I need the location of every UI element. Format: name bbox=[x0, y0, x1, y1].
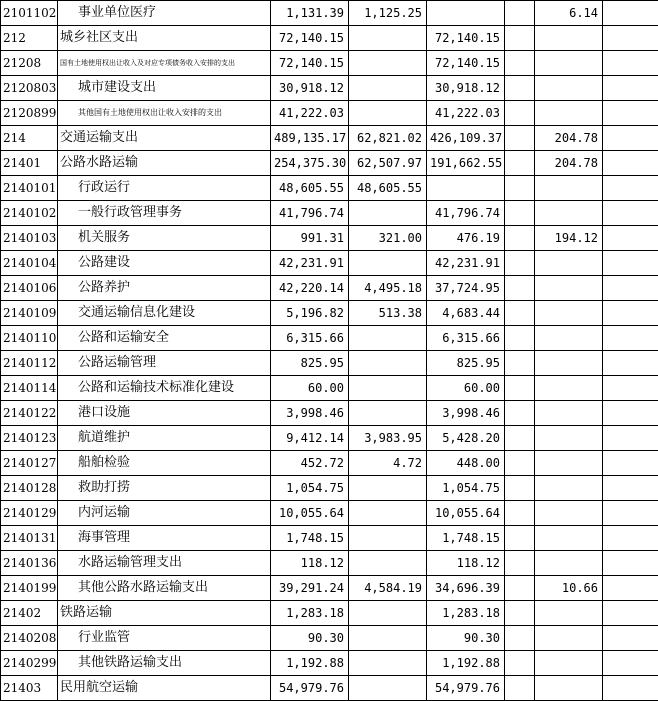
column-4-cell bbox=[505, 551, 535, 576]
project-expenditure-cell: 118.12 bbox=[427, 551, 505, 576]
table-row bbox=[1, 651, 658, 676]
column-6-cell bbox=[603, 201, 658, 226]
table-row bbox=[1, 576, 658, 601]
column-6-cell bbox=[603, 1, 658, 26]
subject-name-cell: 铁路运输 bbox=[58, 601, 271, 626]
table-row bbox=[1, 351, 658, 376]
subject-name-cell: 城市建设支出 bbox=[58, 76, 271, 101]
subject-name-cell: 公路运输管理 bbox=[58, 351, 271, 376]
subject-name-cell: 海事管理 bbox=[58, 526, 271, 551]
total-cell: 6,315.66 bbox=[271, 326, 349, 351]
basic-expenditure-cell: 48,605.55 bbox=[349, 176, 427, 201]
basic-expenditure-cell bbox=[349, 401, 427, 426]
column-4-cell bbox=[505, 126, 535, 151]
column-6-cell bbox=[603, 626, 658, 651]
total-cell: 254,375.30 bbox=[271, 151, 349, 176]
total-cell: 42,231.91 bbox=[271, 251, 349, 276]
column-6-cell bbox=[603, 426, 658, 451]
table-row bbox=[1, 401, 658, 426]
total-cell: 10,055.64 bbox=[271, 501, 349, 526]
subject-name-cell: 公路养护 bbox=[58, 276, 271, 301]
table-row bbox=[1, 676, 658, 701]
basic-expenditure-cell bbox=[349, 551, 427, 576]
subject-name-cell: 交通运输支出 bbox=[58, 126, 271, 151]
project-expenditure-cell: 30,918.12 bbox=[427, 76, 505, 101]
table-row bbox=[1, 501, 658, 526]
table-row bbox=[1, 376, 658, 401]
project-expenditure-cell: 476.19 bbox=[427, 226, 505, 251]
subject-name-cell: 水路运输管理支出 bbox=[58, 551, 271, 576]
table-row bbox=[1, 426, 658, 451]
subject-code-cell: 2140110 bbox=[1, 326, 58, 351]
basic-expenditure-cell bbox=[349, 201, 427, 226]
total-cell: 39,291.24 bbox=[271, 576, 349, 601]
basic-expenditure-cell: 321.00 bbox=[349, 226, 427, 251]
column-5-cell: 6.14 bbox=[535, 1, 603, 26]
total-cell: 41,222.03 bbox=[271, 101, 349, 126]
subject-code-cell: 2120803 bbox=[1, 76, 58, 101]
table-row bbox=[1, 626, 658, 651]
subject-name-cell: 公路和运输安全 bbox=[58, 326, 271, 351]
total-cell: 118.12 bbox=[271, 551, 349, 576]
column-6-cell bbox=[603, 401, 658, 426]
basic-expenditure-cell: 62,821.02 bbox=[349, 126, 427, 151]
column-5-cell bbox=[535, 676, 603, 701]
subject-code-cell: 2140127 bbox=[1, 451, 58, 476]
column-6-cell bbox=[603, 301, 658, 326]
column-4-cell bbox=[505, 51, 535, 76]
column-6-cell bbox=[603, 276, 658, 301]
column-5-cell: 194.12 bbox=[535, 226, 603, 251]
subject-code-cell: 21402 bbox=[1, 601, 58, 626]
total-cell: 1,283.18 bbox=[271, 601, 349, 626]
subject-name-cell: 机关服务 bbox=[58, 226, 271, 251]
total-cell: 48,605.55 bbox=[271, 176, 349, 201]
column-6-cell bbox=[603, 351, 658, 376]
column-4-cell bbox=[505, 201, 535, 226]
column-4-cell bbox=[505, 226, 535, 251]
subject-name-cell: 公路和运输技术标准化建设 bbox=[58, 376, 271, 401]
basic-expenditure-cell bbox=[349, 476, 427, 501]
total-cell: 60.00 bbox=[271, 376, 349, 401]
subject-code-cell: 2140208 bbox=[1, 626, 58, 651]
table-row bbox=[1, 451, 658, 476]
table-row bbox=[1, 201, 658, 226]
subject-code-cell: 2140128 bbox=[1, 476, 58, 501]
column-6-cell bbox=[603, 226, 658, 251]
total-cell: 72,140.15 bbox=[271, 26, 349, 51]
column-6-cell bbox=[603, 26, 658, 51]
column-5-cell bbox=[535, 601, 603, 626]
basic-expenditure-cell bbox=[349, 651, 427, 676]
column-4-cell bbox=[505, 526, 535, 551]
total-cell: 1,054.75 bbox=[271, 476, 349, 501]
table-row bbox=[1, 326, 658, 351]
table-row bbox=[1, 301, 658, 326]
basic-expenditure-cell: 1,125.25 bbox=[349, 1, 427, 26]
total-cell: 1,192.88 bbox=[271, 651, 349, 676]
subject-name-cell: 内河运输 bbox=[58, 501, 271, 526]
project-expenditure-cell: 60.00 bbox=[427, 376, 505, 401]
column-6-cell bbox=[603, 376, 658, 401]
project-expenditure-cell: 54,979.76 bbox=[427, 676, 505, 701]
total-cell: 1,748.15 bbox=[271, 526, 349, 551]
total-cell: 991.31 bbox=[271, 226, 349, 251]
basic-expenditure-cell bbox=[349, 351, 427, 376]
subject-name-cell: 其他铁路运输支出 bbox=[58, 651, 271, 676]
column-6-cell bbox=[603, 76, 658, 101]
column-5-cell bbox=[535, 326, 603, 351]
column-4-cell bbox=[505, 651, 535, 676]
column-5-cell bbox=[535, 401, 603, 426]
column-4-cell bbox=[505, 151, 535, 176]
basic-expenditure-cell bbox=[349, 676, 427, 701]
total-cell: 90.30 bbox=[271, 626, 349, 651]
column-5-cell bbox=[535, 76, 603, 101]
column-5-cell bbox=[535, 501, 603, 526]
column-5-cell bbox=[535, 476, 603, 501]
table-row bbox=[1, 76, 658, 101]
column-5-cell: 204.78 bbox=[535, 126, 603, 151]
total-cell: 489,135.17 bbox=[271, 126, 349, 151]
project-expenditure-cell: 3,998.46 bbox=[427, 401, 505, 426]
column-4-cell bbox=[505, 176, 535, 201]
column-6-cell bbox=[603, 601, 658, 626]
project-expenditure-cell: 10,055.64 bbox=[427, 501, 505, 526]
basic-expenditure-cell bbox=[349, 501, 427, 526]
subject-code-cell: 21401 bbox=[1, 151, 58, 176]
project-expenditure-cell: 72,140.15 bbox=[427, 51, 505, 76]
subject-code-cell: 21208 bbox=[1, 51, 58, 76]
basic-expenditure-cell bbox=[349, 601, 427, 626]
column-6-cell bbox=[603, 51, 658, 76]
total-cell: 452.72 bbox=[271, 451, 349, 476]
project-expenditure-cell: 41,222.03 bbox=[427, 101, 505, 126]
total-cell: 30,918.12 bbox=[271, 76, 349, 101]
project-expenditure-cell: 825.95 bbox=[427, 351, 505, 376]
column-4-cell bbox=[505, 1, 535, 26]
subject-name-cell: 交通运输信息化建设 bbox=[58, 301, 271, 326]
basic-expenditure-cell bbox=[349, 76, 427, 101]
column-6-cell bbox=[603, 101, 658, 126]
subject-code-cell: 21403 bbox=[1, 676, 58, 701]
total-cell: 54,979.76 bbox=[271, 676, 349, 701]
column-5-cell bbox=[535, 651, 603, 676]
column-5-cell bbox=[535, 276, 603, 301]
total-cell: 42,220.14 bbox=[271, 276, 349, 301]
table-row bbox=[1, 526, 658, 551]
column-5-cell bbox=[535, 626, 603, 651]
column-6-cell bbox=[603, 176, 658, 201]
subject-code-cell: 2140112 bbox=[1, 351, 58, 376]
column-5-cell bbox=[535, 201, 603, 226]
project-expenditure-cell: 42,231.91 bbox=[427, 251, 505, 276]
subject-code-cell: 2120899 bbox=[1, 101, 58, 126]
column-5-cell bbox=[535, 51, 603, 76]
column-4-cell bbox=[505, 351, 535, 376]
column-4-cell bbox=[505, 576, 535, 601]
table-row bbox=[1, 151, 658, 176]
subject-code-cell: 2140122 bbox=[1, 401, 58, 426]
table-row bbox=[1, 226, 658, 251]
column-4-cell bbox=[505, 76, 535, 101]
project-expenditure-cell: 37,724.95 bbox=[427, 276, 505, 301]
basic-expenditure-cell bbox=[349, 101, 427, 126]
project-expenditure-cell: 34,696.39 bbox=[427, 576, 505, 601]
column-6-cell bbox=[603, 651, 658, 676]
column-5-cell bbox=[535, 101, 603, 126]
total-cell: 825.95 bbox=[271, 351, 349, 376]
table-row bbox=[1, 126, 658, 151]
column-6-cell bbox=[603, 251, 658, 276]
project-expenditure-cell: 1,054.75 bbox=[427, 476, 505, 501]
project-expenditure-cell bbox=[427, 176, 505, 201]
subject-name-cell: 公路建设 bbox=[58, 251, 271, 276]
column-4-cell bbox=[505, 676, 535, 701]
basic-expenditure-cell bbox=[349, 51, 427, 76]
subject-code-cell: 2140104 bbox=[1, 251, 58, 276]
table-row bbox=[1, 51, 658, 76]
project-expenditure-cell: 1,192.88 bbox=[427, 651, 505, 676]
table-row bbox=[1, 551, 658, 576]
column-4-cell bbox=[505, 326, 535, 351]
project-expenditure-cell: 90.30 bbox=[427, 626, 505, 651]
project-expenditure-cell: 41,796.74 bbox=[427, 201, 505, 226]
subject-code-cell: 2101102 bbox=[1, 1, 58, 26]
subject-code-cell: 2140102 bbox=[1, 201, 58, 226]
project-expenditure-cell bbox=[427, 1, 505, 26]
basic-expenditure-cell: 4,584.19 bbox=[349, 576, 427, 601]
basic-expenditure-cell: 4.72 bbox=[349, 451, 427, 476]
column-6-cell bbox=[603, 526, 658, 551]
column-6-cell bbox=[603, 576, 658, 601]
subject-code-cell: 2140123 bbox=[1, 426, 58, 451]
table-body bbox=[1, 1, 658, 701]
column-5-cell: 204.78 bbox=[535, 151, 603, 176]
column-6-cell bbox=[603, 501, 658, 526]
column-5-cell bbox=[535, 376, 603, 401]
column-4-cell bbox=[505, 426, 535, 451]
table-row bbox=[1, 26, 658, 51]
column-5-cell bbox=[535, 551, 603, 576]
column-6-cell bbox=[603, 151, 658, 176]
column-4-cell bbox=[505, 451, 535, 476]
total-cell: 72,140.15 bbox=[271, 51, 349, 76]
column-6-cell bbox=[603, 476, 658, 501]
column-6-cell bbox=[603, 126, 658, 151]
subject-code-cell: 212 bbox=[1, 26, 58, 51]
column-5-cell bbox=[535, 426, 603, 451]
project-expenditure-cell: 5,428.20 bbox=[427, 426, 505, 451]
column-4-cell bbox=[505, 601, 535, 626]
table-row bbox=[1, 1, 658, 26]
column-4-cell bbox=[505, 251, 535, 276]
basic-expenditure-cell: 513.38 bbox=[349, 301, 427, 326]
total-cell: 1,131.39 bbox=[271, 1, 349, 26]
column-4-cell bbox=[505, 276, 535, 301]
project-expenditure-cell: 448.00 bbox=[427, 451, 505, 476]
subject-code-cell: 2140114 bbox=[1, 376, 58, 401]
basic-expenditure-cell: 3,983.95 bbox=[349, 426, 427, 451]
table-row bbox=[1, 476, 658, 501]
subject-code-cell: 2140129 bbox=[1, 501, 58, 526]
column-5-cell bbox=[535, 351, 603, 376]
table-row bbox=[1, 176, 658, 201]
basic-expenditure-cell bbox=[349, 526, 427, 551]
column-5-cell bbox=[535, 176, 603, 201]
subject-name-cell: 行业监管 bbox=[58, 626, 271, 651]
subject-code-cell: 2140103 bbox=[1, 226, 58, 251]
column-5-cell bbox=[535, 526, 603, 551]
basic-expenditure-cell bbox=[349, 326, 427, 351]
total-cell: 5,196.82 bbox=[271, 301, 349, 326]
project-expenditure-cell: 1,283.18 bbox=[427, 601, 505, 626]
basic-expenditure-cell bbox=[349, 626, 427, 651]
column-4-cell bbox=[505, 401, 535, 426]
column-6-cell bbox=[603, 451, 658, 476]
subject-code-cell: 2140106 bbox=[1, 276, 58, 301]
subject-code-cell: 2140299 bbox=[1, 651, 58, 676]
subject-name-cell: 民用航空运输 bbox=[58, 676, 271, 701]
subject-name-cell: 救助打捞 bbox=[58, 476, 271, 501]
basic-expenditure-cell bbox=[349, 26, 427, 51]
project-expenditure-cell: 191,662.55 bbox=[427, 151, 505, 176]
column-4-cell bbox=[505, 501, 535, 526]
table-row bbox=[1, 251, 658, 276]
column-6-cell bbox=[603, 551, 658, 576]
table-row bbox=[1, 601, 658, 626]
column-5-cell bbox=[535, 26, 603, 51]
column-6-cell bbox=[603, 676, 658, 701]
subject-code-cell: 214 bbox=[1, 126, 58, 151]
subject-code-cell: 2140101 bbox=[1, 176, 58, 201]
subject-name-cell: 航道维护 bbox=[58, 426, 271, 451]
subject-code-cell: 2140199 bbox=[1, 576, 58, 601]
column-4-cell bbox=[505, 26, 535, 51]
subject-name-cell: 其他国有土地使用权出让收入安排的支出 bbox=[58, 101, 271, 126]
table-row bbox=[1, 101, 658, 126]
basic-expenditure-cell: 4,495.18 bbox=[349, 276, 427, 301]
column-4-cell bbox=[505, 101, 535, 126]
column-6-cell bbox=[603, 326, 658, 351]
subject-name-cell: 船舶检验 bbox=[58, 451, 271, 476]
column-4-cell bbox=[505, 301, 535, 326]
subject-name-cell: 港口设施 bbox=[58, 401, 271, 426]
column-5-cell bbox=[535, 301, 603, 326]
total-cell: 9,412.14 bbox=[271, 426, 349, 451]
basic-expenditure-cell bbox=[349, 251, 427, 276]
total-cell: 41,796.74 bbox=[271, 201, 349, 226]
column-4-cell bbox=[505, 626, 535, 651]
subject-name-cell: 行政运行 bbox=[58, 176, 271, 201]
subject-name-cell: 事业单位医疗 bbox=[58, 1, 271, 26]
subject-name-cell: 公路水路运输 bbox=[58, 151, 271, 176]
column-4-cell bbox=[505, 476, 535, 501]
subject-name-cell: 一般行政管理事务 bbox=[58, 201, 271, 226]
column-5-cell: 10.66 bbox=[535, 576, 603, 601]
basic-expenditure-cell bbox=[349, 376, 427, 401]
project-expenditure-cell: 4,683.44 bbox=[427, 301, 505, 326]
subject-code-cell: 2140136 bbox=[1, 551, 58, 576]
table-row bbox=[1, 276, 658, 301]
subject-name-cell: 城乡社区支出 bbox=[58, 26, 271, 51]
project-expenditure-cell: 426,109.37 bbox=[427, 126, 505, 151]
subject-name-cell: 国有土地使用权出让收入及对应专项债务收入安排的支出 bbox=[58, 51, 271, 76]
project-expenditure-cell: 1,748.15 bbox=[427, 526, 505, 551]
project-expenditure-cell: 6,315.66 bbox=[427, 326, 505, 351]
subject-code-cell: 2140131 bbox=[1, 526, 58, 551]
project-expenditure-cell: 72,140.15 bbox=[427, 26, 505, 51]
column-4-cell bbox=[505, 376, 535, 401]
total-cell: 3,998.46 bbox=[271, 401, 349, 426]
subject-name-cell: 其他公路水路运输支出 bbox=[58, 576, 271, 601]
subject-code-cell: 2140109 bbox=[1, 301, 58, 326]
column-5-cell bbox=[535, 451, 603, 476]
basic-expenditure-cell: 62,507.97 bbox=[349, 151, 427, 176]
column-5-cell bbox=[535, 251, 603, 276]
